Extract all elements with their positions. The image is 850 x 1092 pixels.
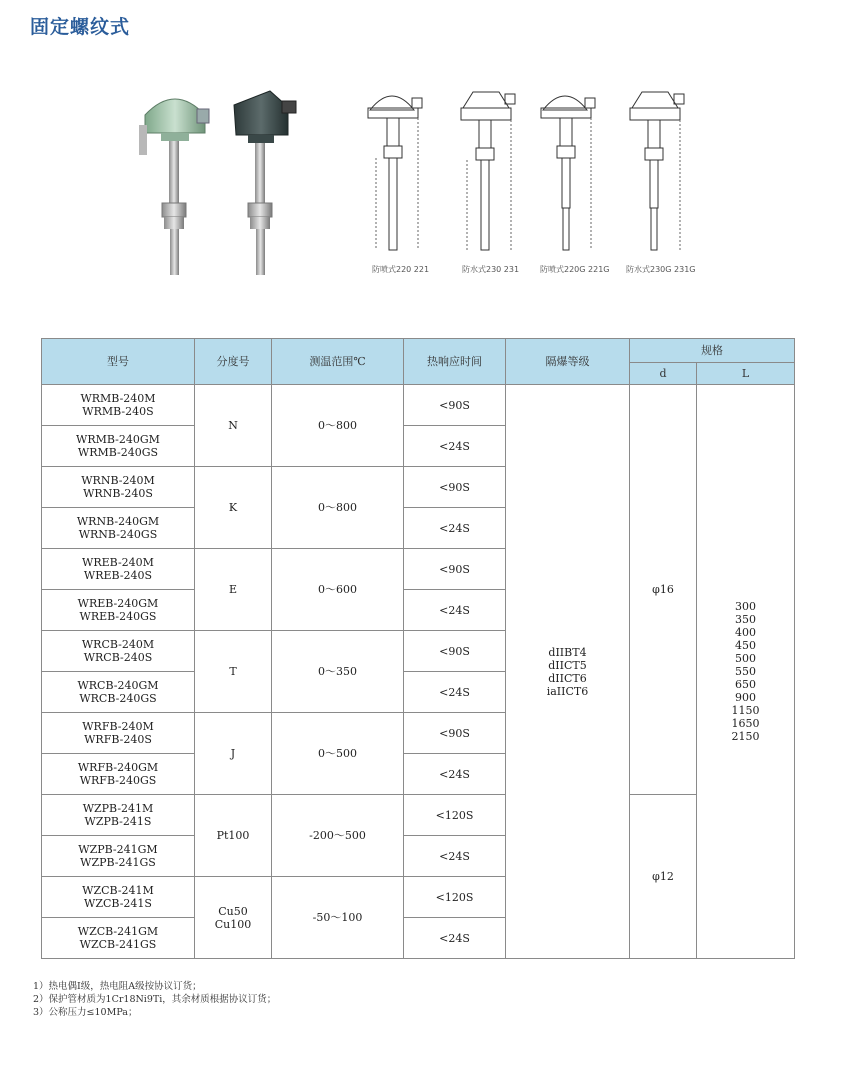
product-photo-green bbox=[135, 85, 215, 285]
grade-cell bbox=[195, 385, 272, 467]
explosion-cell bbox=[506, 385, 630, 959]
range-cell: 0～500 bbox=[272, 713, 404, 795]
L-value: 900 bbox=[735, 691, 756, 704]
model-cell bbox=[42, 631, 195, 672]
L-value: 400 bbox=[735, 626, 756, 639]
model-cell bbox=[42, 877, 195, 918]
model-name: WRFB-240S bbox=[84, 733, 152, 746]
model-cell bbox=[42, 385, 195, 426]
caption-230-231: 防水式230 231 bbox=[462, 265, 520, 274]
model-cell bbox=[42, 467, 195, 508]
model-name: WRCB-240M bbox=[81, 638, 155, 651]
model-name: WZPB-241M bbox=[82, 802, 154, 815]
model-name: WRMB-240S bbox=[82, 405, 154, 418]
response-cell: <24S bbox=[404, 836, 506, 877]
model-name: WRCB-240S bbox=[83, 651, 153, 664]
model-cell bbox=[42, 918, 195, 959]
model-name: WZCB-241GM bbox=[77, 925, 159, 938]
model-cell bbox=[42, 672, 195, 713]
model-name: WRFB-240M bbox=[82, 720, 154, 733]
L-value: 350 bbox=[735, 613, 756, 626]
grade-cell bbox=[195, 631, 272, 713]
L-value: 500 bbox=[735, 652, 756, 665]
header-response: 热响应时间 bbox=[404, 339, 506, 385]
model-name: WRCB-240GM bbox=[77, 679, 159, 692]
note-item: 3）公称压力≤10MPa； bbox=[33, 1007, 138, 1018]
L-value: 550 bbox=[735, 665, 756, 678]
caption-220g-221g: 防喷式220G 221G bbox=[540, 265, 610, 274]
grade-value: E bbox=[228, 583, 238, 596]
grade-cell bbox=[195, 467, 272, 549]
model-cell bbox=[42, 508, 195, 549]
header-spec: 规格 bbox=[630, 339, 795, 363]
header-L: L bbox=[697, 363, 795, 385]
grade-value: J bbox=[230, 747, 236, 760]
caption-220-221: 防喷式220 221 bbox=[372, 265, 430, 274]
model-name: WZCB-241GS bbox=[79, 938, 157, 951]
spec-table bbox=[41, 338, 795, 959]
range-cell: 0～350 bbox=[272, 631, 404, 713]
grade-value: Pt100 bbox=[216, 829, 250, 842]
response-cell: <90S bbox=[404, 631, 506, 672]
product-photo-dark bbox=[222, 85, 302, 285]
response-cell: <90S bbox=[404, 713, 506, 754]
header-explosion: 隔爆等级 bbox=[506, 339, 630, 385]
L-value: 1650 bbox=[731, 717, 760, 730]
drawing-230g-231g bbox=[622, 80, 692, 260]
model-name: WREB-240GM bbox=[77, 597, 159, 610]
grade-value: K bbox=[228, 501, 238, 514]
model-cell bbox=[42, 590, 195, 631]
grade-cell bbox=[195, 713, 272, 795]
explosion-level: iaIICT6 bbox=[546, 684, 589, 698]
page-title: 固定螺纹式 bbox=[30, 16, 131, 38]
L-value: 450 bbox=[735, 639, 756, 652]
L-value: 1150 bbox=[731, 704, 760, 717]
grade-cell bbox=[195, 877, 272, 959]
grade-value: Cu100 bbox=[214, 917, 252, 931]
note-item: 1）热电偶Ⅰ级，热电阻A级按协议订货； bbox=[33, 981, 202, 992]
caption-230g-231g: 防水式230G 231G bbox=[626, 265, 696, 274]
model-name: WRFB-240GM bbox=[77, 761, 159, 774]
explosion-level: dIIBT4 bbox=[548, 645, 587, 659]
explosion-level: dIICT6 bbox=[548, 671, 587, 685]
response-cell: <90S bbox=[404, 385, 506, 426]
response-cell: <24S bbox=[404, 508, 506, 549]
response-cell: <120S bbox=[404, 877, 506, 918]
d-cell: φ16 bbox=[630, 385, 697, 795]
model-cell bbox=[42, 754, 195, 795]
model-cell bbox=[42, 713, 195, 754]
model-name: WRCB-240GS bbox=[79, 692, 157, 705]
notes bbox=[33, 980, 276, 1019]
model-cell bbox=[42, 795, 195, 836]
range-cell: -50～100 bbox=[272, 877, 404, 959]
L-value: 650 bbox=[735, 678, 756, 691]
response-cell: <24S bbox=[404, 590, 506, 631]
range-cell: 0～800 bbox=[272, 385, 404, 467]
range-cell: 0～600 bbox=[272, 549, 404, 631]
header-d: d bbox=[630, 363, 697, 385]
model-name: WRMB-240M bbox=[80, 392, 156, 405]
L-cell bbox=[697, 385, 795, 959]
response-cell: <90S bbox=[404, 467, 506, 508]
grade-cell bbox=[195, 795, 272, 877]
model-cell bbox=[42, 426, 195, 467]
range-cell: 0～800 bbox=[272, 467, 404, 549]
model-name: WREB-240M bbox=[82, 556, 154, 569]
header-model: 型号 bbox=[42, 339, 195, 385]
model-name: WRNB-240GS bbox=[78, 528, 158, 541]
model-name: WRMB-240GM bbox=[76, 433, 160, 446]
model-name: WZPB-241GS bbox=[80, 856, 156, 869]
explosion-level: dIICT5 bbox=[548, 658, 587, 672]
grade-value: N bbox=[228, 419, 238, 432]
model-name: WRNB-240M bbox=[81, 474, 155, 487]
model-name: WZCB-241S bbox=[84, 897, 152, 910]
response-cell: <120S bbox=[404, 795, 506, 836]
model-name: WZPB-241GM bbox=[78, 843, 158, 856]
L-value: 300 bbox=[735, 600, 756, 613]
note-item: 2）保护管材质为1Cr18Ni9Ti，其余材质根据协议订货； bbox=[33, 994, 277, 1005]
model-name: WREB-240S bbox=[83, 569, 153, 582]
header-range: 测温范围℃ bbox=[272, 339, 404, 385]
grade-cell bbox=[195, 549, 272, 631]
model-cell bbox=[42, 836, 195, 877]
response-cell: <24S bbox=[404, 918, 506, 959]
range-cell: -200～500 bbox=[272, 795, 404, 877]
model-name: WRNB-240GM bbox=[76, 515, 160, 528]
model-name: WREB-240GS bbox=[79, 610, 157, 623]
header-grade: 分度号 bbox=[195, 339, 272, 385]
response-cell: <24S bbox=[404, 754, 506, 795]
drawing-230-231 bbox=[453, 80, 523, 260]
model-name: WRNB-240S bbox=[83, 487, 153, 500]
grade-value: Cu50 bbox=[218, 904, 248, 918]
model-name: WZPB-241S bbox=[84, 815, 152, 828]
model-name: WRFB-240GS bbox=[79, 774, 157, 787]
grade-value: T bbox=[229, 665, 237, 678]
response-cell: <24S bbox=[404, 672, 506, 713]
model-cell bbox=[42, 549, 195, 590]
response-cell: <24S bbox=[404, 426, 506, 467]
model-name: WZCB-241M bbox=[82, 884, 154, 897]
response-cell: <90S bbox=[404, 549, 506, 590]
L-value: 2150 bbox=[731, 730, 760, 743]
d-cell: φ12 bbox=[630, 795, 697, 959]
model-name: WRMB-240GS bbox=[77, 446, 159, 459]
drawing-220g-221g bbox=[535, 80, 605, 260]
drawing-220-221 bbox=[362, 80, 432, 260]
